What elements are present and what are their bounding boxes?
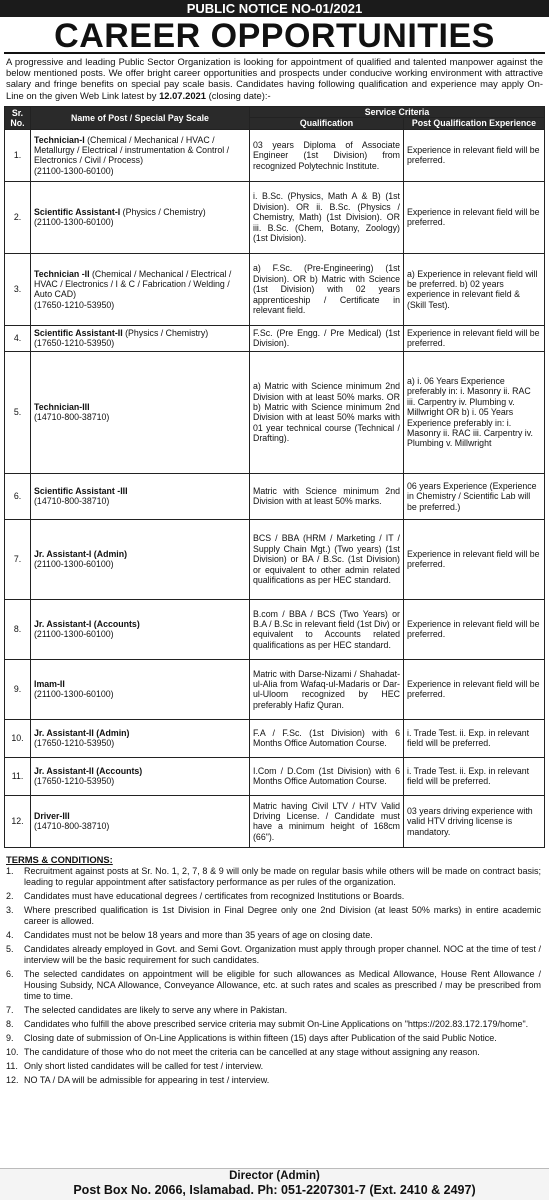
table-row bbox=[5, 599, 545, 659]
terms-list bbox=[4, 866, 545, 1086]
qualification-cell: I.Com / D.Com (1st Division) with 6 Months Office Automation Course. bbox=[250, 757, 404, 795]
footer-director: Director (Admin) bbox=[229, 1170, 320, 1182]
experience-cell: Experience in relevant field will be preferred. bbox=[404, 129, 545, 181]
qualification-cell: i. B.Sc. (Physics, Math A & B) (1st Division). OR ii. B.Sc. (Physics / Chemistry, Math) (1st Division). OR iii. B.Sc. (Chem, Botany, Zoology) (1st Division). bbox=[250, 181, 404, 253]
qualification-cell: Matric with Darse-Nizami / Shahadat-ul-Alia from Wafaq-ul-Madaris or Dar-ul-Uloom recognized by HEC preferably Hafiz Quran. bbox=[250, 659, 404, 719]
term-text: NO TA / DA will be admissible for appearing in test / interview. bbox=[24, 1075, 270, 1086]
post-cell bbox=[31, 351, 250, 473]
terms-title: TERMS & CONDITIONS: bbox=[6, 853, 113, 865]
post-title: Technician -II bbox=[34, 268, 90, 279]
post-title: Scientific Assistant-I bbox=[34, 206, 121, 217]
pay-scale: (21100-1300-60100) bbox=[34, 217, 114, 228]
table-row bbox=[5, 351, 545, 473]
post-cell bbox=[31, 325, 250, 351]
table-row bbox=[5, 325, 545, 351]
pay-scale: (21100-1300-60100) bbox=[34, 559, 114, 570]
term-item bbox=[4, 1019, 545, 1030]
table-row bbox=[5, 473, 545, 519]
pay-scale: (21100-1300-60100) bbox=[34, 629, 114, 640]
term-item bbox=[4, 1005, 545, 1016]
term-text: Candidates already employed in Govt. and Semi Govt. Organization must apply through proper channel. NOC at the time of test / interview will be the basic requirement for such candidates. bbox=[24, 944, 541, 965]
row-number: 12. bbox=[5, 795, 31, 847]
pay-scale: (21100-1300-60100) bbox=[34, 165, 114, 176]
post-title: Technician-I bbox=[34, 134, 85, 145]
post-cell bbox=[31, 519, 250, 599]
header-post: Name of Post / Special Pay Scale bbox=[31, 107, 250, 130]
post-cell bbox=[31, 181, 250, 253]
table-row bbox=[5, 181, 545, 253]
qualification-cell: F.A / F.Sc. (1st Division) with 6 Months Office Automation Course. bbox=[250, 719, 404, 757]
experience-cell: Experience in relevant field will be preferred. bbox=[404, 181, 545, 253]
post-title: Technician-III bbox=[34, 401, 90, 412]
post-cell bbox=[31, 795, 250, 847]
qualification-cell: Matric with Science minimum 2nd Division with at least 50% marks. bbox=[250, 473, 404, 519]
post-cell bbox=[31, 473, 250, 519]
posts-table-body bbox=[5, 129, 545, 847]
term-number: 7. bbox=[6, 1004, 14, 1015]
term-item bbox=[4, 944, 545, 966]
table-row bbox=[5, 795, 545, 847]
experience-cell: Experience in relevant field will be preferred. bbox=[404, 519, 545, 599]
term-number: 11. bbox=[6, 1061, 18, 1072]
term-number: 5. bbox=[6, 944, 14, 954]
row-number: 9. bbox=[5, 659, 31, 719]
term-text: The selected candidates are likely to serve any where in Pakistan. bbox=[24, 1004, 288, 1015]
header-sr: Sr. No. bbox=[5, 107, 31, 130]
page-headline: CAREER OPPORTUNITIES bbox=[4, 18, 545, 54]
term-item bbox=[4, 1075, 545, 1086]
term-number: 10. bbox=[6, 1047, 19, 1058]
term-item bbox=[4, 891, 545, 902]
post-title: Driver-III bbox=[34, 810, 70, 821]
row-number: 5. bbox=[5, 351, 31, 473]
post-detail: (Chemical / Mechanical / HVAC / Metallurgy / Electrical / instrumentation & Control / Electronics / Civil / Process) bbox=[34, 134, 230, 166]
experience-cell: Experience in relevant field will be preferred. bbox=[404, 325, 545, 351]
term-item bbox=[4, 1033, 545, 1044]
post-cell bbox=[31, 719, 250, 757]
post-title: Jr. Assistant-II (Accounts) bbox=[34, 765, 143, 776]
posts-table bbox=[4, 106, 545, 848]
term-number: 1. bbox=[6, 865, 14, 876]
qualification-cell: B.com / BBA / BCS (Two Years) or B.A / B.Sc in relevant field (1st Div) or equivalent to Accounts related qualifications as per HEC standard. bbox=[250, 599, 404, 659]
qualification-cell: F.Sc. (Pre Engg. / Pre Medical) (1st Division). bbox=[250, 325, 404, 351]
term-number: 4. bbox=[6, 929, 14, 940]
term-item bbox=[4, 930, 545, 941]
term-item bbox=[4, 1047, 545, 1058]
header-experience: Post Qualification Experience bbox=[404, 118, 545, 129]
post-cell bbox=[31, 253, 250, 325]
closing-date: 12.07.2021 bbox=[159, 89, 206, 101]
experience-cell: i. Trade Test. ii. Exp. in relevant field will be preferred. bbox=[404, 757, 545, 795]
row-number: 10. bbox=[5, 719, 31, 757]
row-number: 3. bbox=[5, 253, 31, 325]
experience-cell: a) i. 06 Years Experience preferably in: i. Masonry ii. RAC iii. Carpentry iv. Plumbing v. Millwright OR b) i. 05 Years Experience preferably in: i. Masonry ii. RAC iii. Carpentry iv. Plumbing v. Millwright bbox=[404, 351, 545, 473]
term-number: 8. bbox=[6, 1019, 14, 1029]
post-title: Jr. Assistant-I (Admin) bbox=[34, 548, 128, 559]
experience-cell: 06 years Experience (Experience in Chemistry / Scientific Lab will be preferred.) bbox=[404, 473, 545, 519]
intro-suffix: (closing date):- bbox=[205, 89, 271, 101]
header-service-criteria: Service Criteria bbox=[250, 107, 545, 118]
post-cell bbox=[31, 599, 250, 659]
row-number: 1. bbox=[5, 129, 31, 181]
term-text: Where prescribed qualification is 1st Division in Final Degree only one 2nd Division (at least 50% marks) in entire academic career is allowed. bbox=[24, 904, 541, 926]
term-text: Only short listed candidates will be called for test / interview. bbox=[24, 1061, 264, 1072]
post-title: Imam-II bbox=[34, 678, 65, 689]
qualification-cell: a) Matric with Science minimum 2nd Division with at least 50% marks. OR b) Matric with Science minimum 2nd Division with at least 50% marks with 01 year technical course (Technical / Drafting). bbox=[250, 351, 404, 473]
qualification-cell: 03 years Diploma of Associate Engineer (1st Division) from recognized Polytechnic Institute. bbox=[250, 129, 404, 181]
table-row bbox=[5, 757, 545, 795]
pay-scale: (17650-1210-53950) bbox=[34, 299, 115, 310]
table-row bbox=[5, 719, 545, 757]
pay-scale: (17650-1210-53950) bbox=[34, 738, 115, 749]
term-number: 2. bbox=[6, 890, 14, 901]
term-text: The selected candidates on appointment will be eligible for such allowances as Medical Allowance, House Rent Allowance / Housing Subsidy, NCA Allowance, Conveyance Allowance, etc. at such rates and scales as prescribed / may be prescribed from time to time. bbox=[24, 969, 541, 1001]
row-number: 6. bbox=[5, 473, 31, 519]
post-detail: (Chemical / Mechanical / Electrical / HVAC / Electronics / I & C / Fabrication / Welding / Auto CAD) bbox=[34, 268, 232, 300]
term-number: 9. bbox=[6, 1033, 14, 1044]
row-number: 7. bbox=[5, 519, 31, 599]
term-text: Closing date of submission of On-Line Applications is within fifteen (15) days after Publication of the said Public Notice. bbox=[24, 1033, 497, 1044]
term-text: Candidates must not be below 18 years and more than 35 years of age on closing date. bbox=[24, 929, 373, 940]
term-item bbox=[4, 969, 545, 1002]
experience-cell: Experience in relevant field will be preferred. bbox=[404, 659, 545, 719]
footer-address: Post Box No. 2066, Islamabad. Ph: 051-2207301-7 (Ext. 2410 & 2497) bbox=[73, 1183, 476, 1197]
table-row bbox=[5, 519, 545, 599]
row-number: 8. bbox=[5, 599, 31, 659]
row-number: 2. bbox=[5, 181, 31, 253]
pay-scale: (14710-800-38710) bbox=[34, 821, 110, 832]
post-cell bbox=[31, 129, 250, 181]
post-cell bbox=[31, 659, 250, 719]
experience-cell: Experience in relevant field will be preferred. bbox=[404, 599, 545, 659]
term-text: Candidates who fulfill the above prescribed service criteria may submit On-Line Applications on "https://202.83.172.179/home". bbox=[24, 1019, 529, 1029]
post-title: Scientific Assistant-II bbox=[34, 327, 123, 338]
post-title: Scientific Assistant -III bbox=[34, 485, 128, 496]
row-number: 11. bbox=[5, 757, 31, 795]
term-text: Recruitment against posts at Sr. No. 1, 2, 7, 8 & 9 will only be made on regular basis while others will be made on contract basis; leading to regular appointment after satisfactory performance as per rules of the organization. bbox=[24, 865, 541, 887]
footer-contact bbox=[0, 1168, 549, 1200]
term-item bbox=[4, 905, 545, 927]
table-row bbox=[5, 253, 545, 325]
notice-number-bar: PUBLIC NOTICE NO-01/2021 bbox=[0, 0, 549, 17]
experience-cell: a) Experience in relevant field will be preferred. b) 02 years experience in relevant field & (Skill Test). bbox=[404, 253, 545, 325]
table-row bbox=[5, 659, 545, 719]
term-number: 3. bbox=[6, 904, 14, 915]
term-item bbox=[4, 866, 545, 888]
header-qualification: Qualification bbox=[250, 118, 404, 129]
term-item bbox=[4, 1061, 545, 1072]
table-row bbox=[5, 129, 545, 181]
pay-scale: (17650-1210-53950) bbox=[34, 776, 115, 787]
post-cell bbox=[31, 757, 250, 795]
term-text: Candidates must have educational degrees / certificates from recognized Institutions or Boards. bbox=[24, 890, 405, 901]
post-title: Jr. Assistant-I (Accounts) bbox=[34, 618, 140, 629]
row-number: 4. bbox=[5, 325, 31, 351]
pay-scale: (14710-800-38710) bbox=[34, 496, 110, 507]
intro-paragraph bbox=[4, 56, 545, 106]
post-detail: (Physics / Chemistry) bbox=[120, 206, 206, 217]
pay-scale: (14710-800-38710) bbox=[34, 412, 110, 423]
term-text: The candidature of those who do not meet the criteria can be cancelled at any stage without assigning any reason. bbox=[24, 1047, 480, 1058]
qualification-cell: Matric having Civil LTV / HTV Valid Driving License. / Candidate must have a minimum height of 168cm (66"). bbox=[250, 795, 404, 847]
pay-scale: (21100-1300-60100) bbox=[34, 689, 114, 700]
qualification-cell: BCS / BBA (HRM / Marketing / IT / Supply Chain Mgt.) (Two years) (1st Division) or BA / B.Sc. (1st Division) or equivalent to other admin related qualifications as per HEC standard. bbox=[250, 519, 404, 599]
term-number: 6. bbox=[6, 969, 14, 979]
experience-cell: i. Trade Test. ii. Exp. in relevant field will be preferred. bbox=[404, 719, 545, 757]
experience-cell: 03 years driving experience with valid HTV driving license is mandatory. bbox=[404, 795, 545, 847]
intro-text: A progressive and leading Public Sector Organization is looking for appointment of qualified and talented manpower against the below mentioned posts. We offer bright career opportunities and prospects under conducive working environment with attractive salary and fringe benefits on special pay scale basis. Candidates having following qualification and experience may apply On-Line on the given Web Link latest by bbox=[6, 56, 543, 101]
post-detail: (Physics / Chemistry) bbox=[122, 327, 209, 338]
post-title: Jr. Assistant-II (Admin) bbox=[34, 727, 130, 738]
qualification-cell: a) F.Sc. (Pre-Engineering) (1st Division). OR b) Matric with Science (1st Division) with 02 years apprenticeship / Certificate in relevant field. bbox=[250, 253, 404, 325]
term-number: 12. bbox=[6, 1075, 19, 1086]
pay-scale: (17650-1210-53950) bbox=[34, 338, 115, 349]
